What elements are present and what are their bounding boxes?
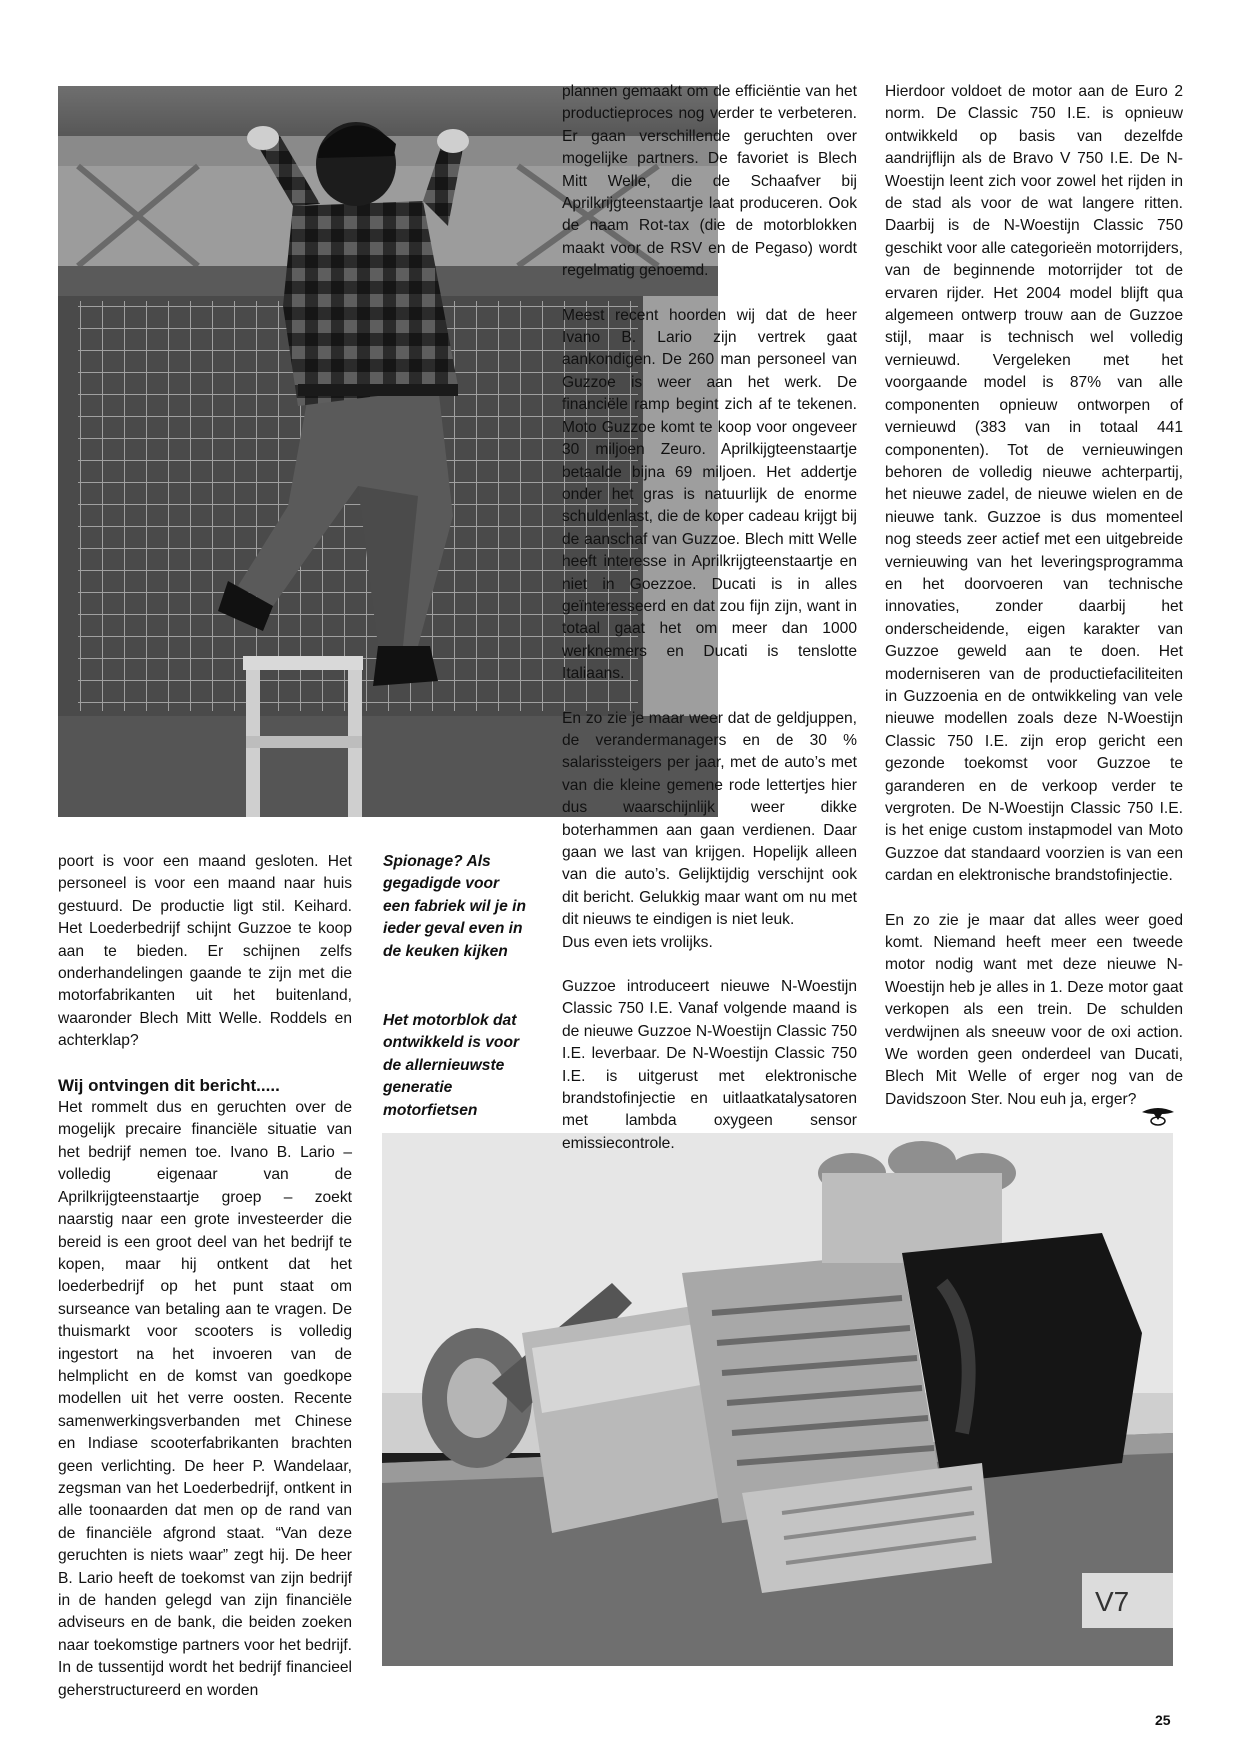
column-4 xyxy=(885,81,1183,1111)
paragraph-col3-2: Meest recent hoorden wij dat de heer Ivano B. Lario zijn vertrek gaat aankondigen. De 260 man personeel van Guzzoe is weer aan het werk. De financiële ramp begint zich af te tekenen. Moto Guzzoe komt te koop voor ongeveer 30 miljoen Zeuro. Aprilkijgteenstaartje betaalde bijna 69 miljoen. Het addertje onder het gras is natuurlijk de enorme schuldenlast, die de koper cadeau krijgt bij de aanschaf van Guzzoe. Blech mitt Welle heeft interesse in Aprilkrijgteenstaartje en niet in Goezzoe. Ducati is in alles geïnteresseerd en dat zou fijn zijn, want in totaal gaat het om meer dan 1000 werknemers en Ducati is tenslotte Italiaans. xyxy=(562,306,857,683)
column-3 xyxy=(562,81,857,1155)
paragraph-col4-1: Hierdoor voldoet de motor aan de Euro 2 norm. De Classic 750 I.E. is opnieuw ontwikkeld op basis van dezelfde aandrijflijn als de Bravo V 750 I.E. De N-Woestijn leent zich voor zowel het rijden in de stad als voor de wat langere ritten. Daarbij is de N-Woestijn Classic 750 geschikt voor alle categorieën motorrijders, van de beginnende motorrijder tot de ervaren rijder. Het 2004 model blijft qua algemeen ontwerp trouw aan de Guzzoe stijl, maar is technisch wel volledig vernieuwd. Vergeleken met het voorgaande model is 87% van alle componenten opnieuw ontworpen of vernieuwd (383 van in totaal 441 componenten). Tot de vernieuwingen behoren de volledig nieuwe achterpartij, het nieuwe zadel, de nieuwe wielen en de nieuwe tank. Guzzoe is dus momenteel nog steeds zeer actief met een uitgebreide vernieuwing van het leveringsprogramma en het doorvoeren van technische innovaties, zonder daarbij het onderscheidende, eigen karakter van Guzzoe geweld aan te doen. Het moderniseren van de productiefaciliteiten in Guzzoenia en de ontwikkeling van vele nieuwe modellen zoals deze N-Woestijn Classic 750 I.E. zijn erop gericht een gezonde toekomst voor Guzzoe te garanderen en de verkoop verder te vergroten. De N-Woestijn Classic 750 I.E. is het enige custom instapmodel van Moto Guzzoe dat standaard voorzien is van een cardan en elektronische brandstofinjectie. xyxy=(885,83,1183,885)
eagle-logo-icon xyxy=(1140,1106,1176,1131)
paragraph-col1-continue: poort is voor een maand gesloten. Het personeel is voor een maand naar huis gestuurd. De productie ligt stil. Keihard. Het Loederbedrijf schijnt Guzzoe te koop aan te bieden. Er schijnen zelfs onderhandelingen gaande te zijn met die motorfabrikanten uit het buitenland, waaronder Blech Mitt Welle. Roddels en achterklap? xyxy=(58,853,352,1050)
paragraph-col1-body: Het rommelt dus en geruchten over de mogelijk precaire financiële situatie van het bedrijf nemen toe. Ivano B. Lario – volledig eigenaar van de Aprilkrijgteenstaartje groep – zoekt naarstig naar een grote investeerder die bereid is een groot deel van het bedrijf te kopen, maar hij ontkent dat het loederbedrijf op het punt staat om surseance van betaling aan te vragen. De thuismarkt voor scooters is volledig ingestort na het invoeren van de helmplicht en de komst van goedkope modellen uit het verre oosten. Recente samenwerkingsverbanden met Chinese en Indiase scooterfabrikanten brachten geen verlichting. De heer P. Wandelaar, zegsman van het Loederbedrijf, ontkent in alle toonaarden dat men op de rand van de financiële afgrond staat. “Van deze geruchten is niets waar” zegt hij. De heer B. Lario heeft de toekomst van zijn bedrijf in de handen gelegd van zijn financiële adviseurs en de bank, die beiden zoeken naar toekomstige partners voor het bedrijf. In de tussentijd wordt het bedrijf financieel geherstructureerd en worden xyxy=(58,1099,352,1699)
paragraph-col3-3: En zo zie je maar weer dat de geldjuppen, de verandermanagers en de 30 % salarissteigers per jaar, met de auto’s met van die kleine gemene rode lettertjes hier dus waarschijnlijk weer dikke boterhammen aan gaan verdienen. Daar gaan we last van krijgen. Hopelijk alleen van die auto’s. Gelijktijdig verschijnt ook dit bericht. Gelukkig maar want om nu met dit nieuws te eindigen is niet leuk. Dus even iets vrolijks. xyxy=(562,709,857,951)
display-plate-text: V7 xyxy=(1095,1586,1130,1617)
paragraph-col4-2: En zo zie je maar dat alles weer goed komt. Niemand heeft meer een tweede motor nodig want met deze nieuwe N-Woestijn heb je alles in 1. Deze motor gaat verkopen als een trein. De schulden verdwijnen als sneeuw voor de oxi action. We worden geen onderdeel van Ducati, Blech Mit Welle of erger nog van de Davidszoon Ster. Nou euh ja, erger? xyxy=(885,911,1183,1108)
section-heading: Wij ontvingen dit bericht..... xyxy=(58,1075,280,1095)
photo-engine-block xyxy=(382,1133,1173,1666)
paragraph-col3-4: Guzzoe introduceert nieuwe N-Woestijn Classic 750 I.E. Vanaf volgende maand is de nieuwe Guzzoe N-Woestijn Classic 750 I.E. leverbaar. De N-Woestijn Classic 750 I.E. is uitgerust met elektronische brandstofinjectie en uitlaatkatalysatoren met lambda oxygeen sensor emissiecontrole. xyxy=(562,978,857,1152)
paragraph-col3-1: plannen gemaakt om de efficiëntie van het productieproces nog verder te verbeteren. Er gaan verschillende geruchten over mogelijke partners. De favoriet is Blech Mitt Welle, die de Schaafver bij Aprilkrijgteenstaartje laat produceren. Ook de naam Rot-tax (die de motorblokken maakt voor de RSV en de Pegaso) wordt regelmatig genoemd. xyxy=(562,83,857,280)
caption-spionage: Spionage? Als gegadigde voor een fabriek wil je in ieder geval even in de keuken kijken xyxy=(383,853,526,960)
column-1 xyxy=(58,851,352,1702)
caption-motorblok: Het motorblok dat ontwikkeld is voor de allernieuwste generatie motorfietsen xyxy=(383,1012,520,1119)
page-number: 25 xyxy=(1155,1712,1171,1728)
